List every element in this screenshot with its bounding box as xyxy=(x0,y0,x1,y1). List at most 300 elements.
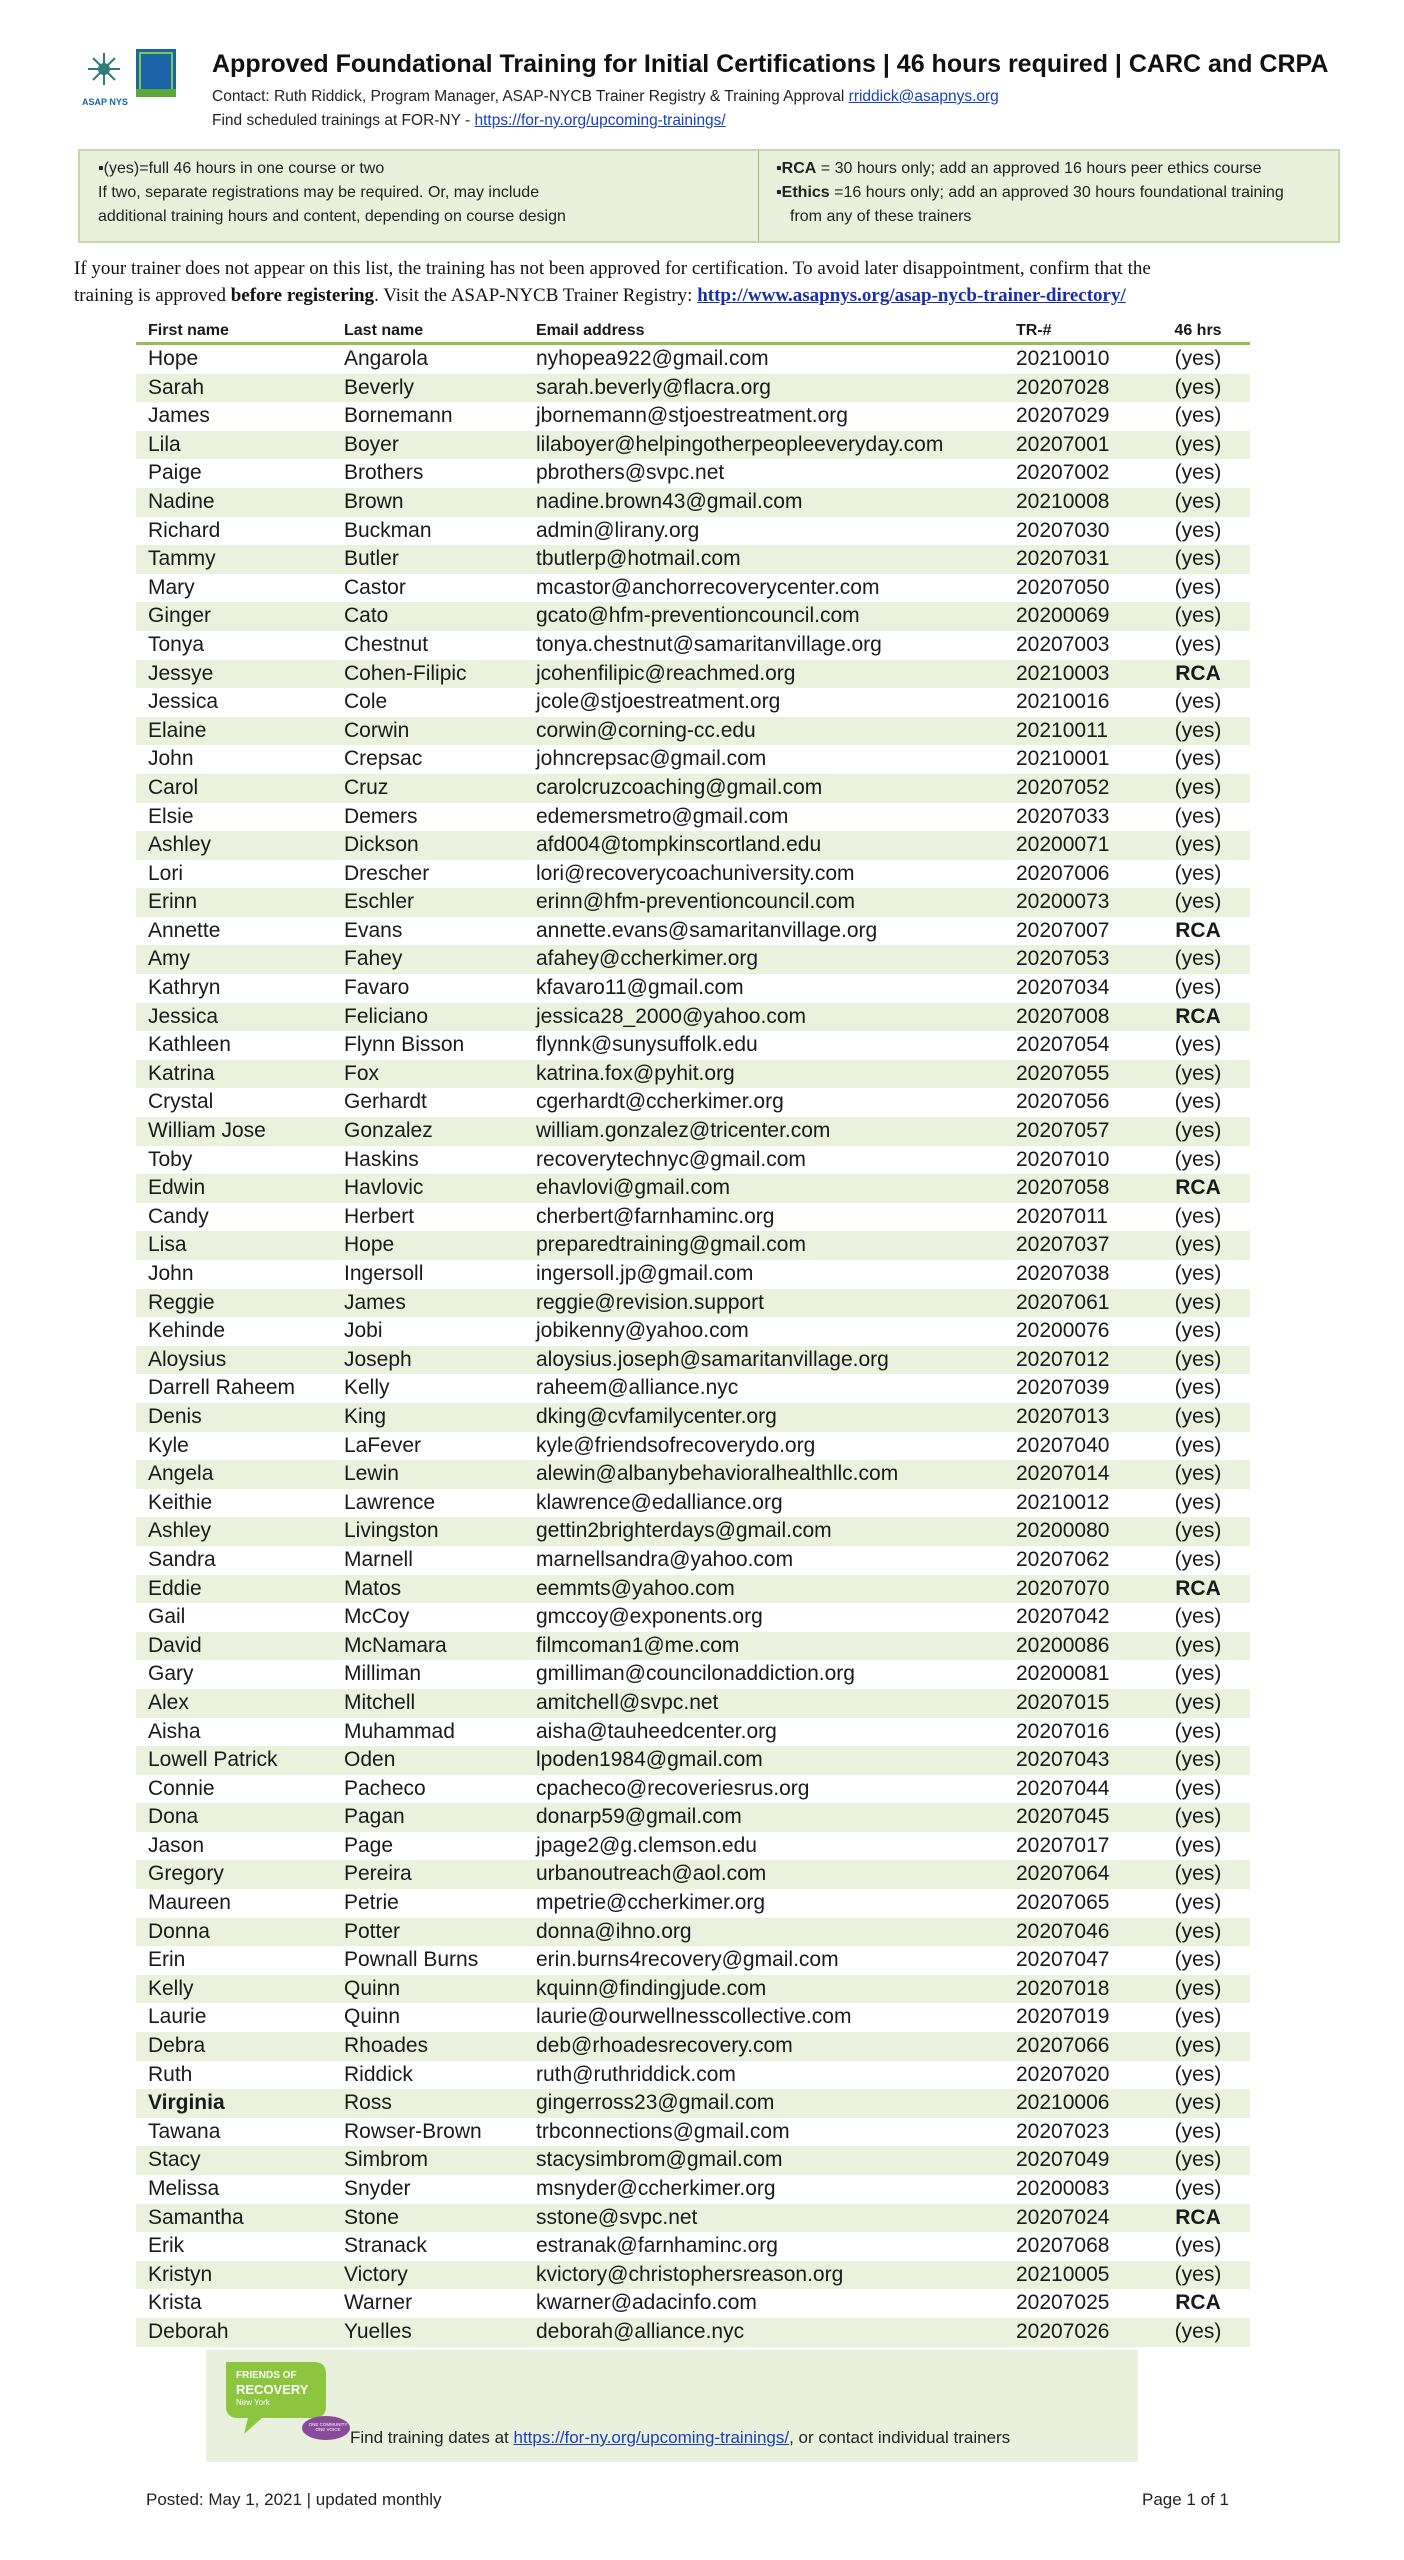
cell-last: Havlovic xyxy=(344,1176,424,1200)
warning-pre: training is approved xyxy=(74,285,231,306)
cell-tr: 20207068 xyxy=(1016,2234,1110,2258)
table-row xyxy=(136,2204,1250,2233)
cell-tr: 20207062 xyxy=(1016,1547,1110,1571)
friends-of-recovery-logo xyxy=(222,2356,352,2446)
cell-last: Castor xyxy=(344,575,406,599)
table-row xyxy=(136,917,1250,946)
cell-last: Demers xyxy=(344,804,418,828)
cell-last: James xyxy=(344,1290,406,1314)
table-row xyxy=(136,1575,1250,1604)
cell-hrs: RCA xyxy=(1175,661,1221,685)
cell-last: Chestnut xyxy=(344,632,429,656)
cell-email[interactable]: tonya.chestnut@samaritanvillage.org xyxy=(536,632,882,656)
table-row xyxy=(136,2318,1250,2347)
table-row xyxy=(136,2232,1250,2261)
table-row xyxy=(136,1603,1250,1632)
cell-first: Connie xyxy=(148,1776,215,1800)
cell-email[interactable]: preparedtraining@gmail.com xyxy=(536,1233,806,1257)
cell-hrs: (yes) xyxy=(1174,2119,1222,2143)
trainer-registry-link[interactable]: http://www.asapnys.org/asap-nycb-trainer-directory/ xyxy=(697,285,1126,306)
cell-tr: 20207010 xyxy=(1016,1147,1110,1171)
cell-email[interactable]: aloysius.joseph@samaritanvillage.org xyxy=(536,1347,889,1371)
cell-tr: 20210008 xyxy=(1016,489,1110,513)
cell-last: Ingersoll xyxy=(344,1262,424,1285)
cell-last: McNamara xyxy=(344,1633,447,1657)
find-scheduled-line xyxy=(212,112,726,130)
cell-tr: 20207055 xyxy=(1016,1061,1110,1085)
cell-hrs: (yes) xyxy=(1174,947,1222,971)
cell-email[interactable]: flynnk@sunysuffolk.edu xyxy=(536,1033,758,1057)
table-header xyxy=(136,320,1250,345)
cell-last: Boyer xyxy=(344,432,399,456)
cell-tr: 20207049 xyxy=(1016,2148,1110,2172)
cell-first: Toby xyxy=(148,1147,193,1171)
cell-email[interactable]: kyle@friendsofrecoverydo.org xyxy=(536,1433,816,1457)
cell-email[interactable]: mcastor@anchorrecoverycenter.com xyxy=(536,575,880,599)
cell-hrs: (yes) xyxy=(1174,1662,1222,1686)
cell-first: Ashley xyxy=(148,833,212,857)
cell-last: Marnell xyxy=(344,1547,413,1571)
cell-email[interactable]: lilaboyer@helpingotherpeopleeveryday.com xyxy=(536,432,944,456)
cell-hrs: (yes) xyxy=(1174,747,1222,771)
cell-last: Brothers xyxy=(344,461,424,485)
cell-last: Buckman xyxy=(344,518,432,542)
cell-last: Flynn Bisson xyxy=(344,1033,465,1057)
table-row xyxy=(136,2146,1250,2175)
cell-email[interactable]: johncrepsac@gmail.com xyxy=(536,747,767,771)
cell-email[interactable]: corwin@corning-cc.edu xyxy=(536,718,756,742)
cell-email[interactable]: gcato@hfm-preventioncouncil.com xyxy=(536,604,860,628)
table-row xyxy=(136,574,1250,603)
cell-first: Darrell Raheem xyxy=(148,1376,296,1400)
cell-hrs: (yes) xyxy=(1174,1404,1222,1428)
cell-hrs: (yes) xyxy=(1174,775,1222,799)
cell-first: James xyxy=(148,404,210,428)
table-row xyxy=(136,1146,1250,1175)
cell-last: Fox xyxy=(344,1061,380,1085)
cell-email[interactable]: william.gonzalez@tricenter.com xyxy=(536,1119,831,1143)
cell-hrs: (yes) xyxy=(1174,1519,1222,1543)
cell-first: Kathryn xyxy=(148,976,221,1000)
cell-email[interactable]: erinn@hfm-preventioncouncil.com xyxy=(536,890,855,914)
cell-email[interactable]: aisha@tauheedcenter.org xyxy=(536,1719,777,1743)
table-row xyxy=(136,888,1250,917)
cell-tr: 20210005 xyxy=(1016,2262,1110,2286)
cell-first: Sarah xyxy=(148,375,205,399)
cell-last: Lewin xyxy=(344,1462,399,1486)
legend-rca-label: RCA xyxy=(781,160,817,177)
cell-hrs: (yes) xyxy=(1174,1948,1222,1972)
cell-last: Gerhardt xyxy=(344,1090,427,1114)
cell-email[interactable]: mpetrie@ccherkimer.org xyxy=(536,1891,766,1915)
cell-email[interactable]: msnyder@ccherkimer.org xyxy=(536,2177,776,2200)
cell-email[interactable]: deborah@alliance.nyc xyxy=(536,2319,745,2343)
cell-hrs: (yes) xyxy=(1174,375,1222,399)
logo-text: ASAP NYS xyxy=(82,97,128,107)
trainer-table xyxy=(136,320,1250,2347)
cell-hrs: (yes) xyxy=(1174,432,1222,456)
cell-email[interactable]: laurie@ourwellnesscollective.com xyxy=(536,2005,852,2029)
cell-email[interactable]: jpage2@g.clemson.edu xyxy=(536,1833,757,1857)
cell-last: Snyder xyxy=(344,2177,411,2200)
cell-first: William Jose xyxy=(148,1119,266,1143)
cell-last: Dickson xyxy=(344,833,419,857)
cell-last: Drescher xyxy=(344,861,430,885)
cell-first: Kelly xyxy=(148,1976,194,2000)
cell-tr: 20207020 xyxy=(1016,2062,1110,2086)
cell-last: King xyxy=(344,1404,387,1428)
footer-for-ny-link[interactable]: https://for-ny.org/upcoming-trainings/ xyxy=(513,2428,790,2447)
find-prefix: Find scheduled trainings at FOR-NY - xyxy=(212,112,475,129)
cell-hrs: (yes) xyxy=(1174,1433,1222,1457)
cell-hrs: (yes) xyxy=(1174,2091,1222,2115)
legend-yes-line: ▪(yes)=full 46 hours in one course or two xyxy=(98,160,385,177)
asap-logo xyxy=(82,45,182,111)
cell-first: Donna xyxy=(148,1919,210,1943)
cell-hrs: (yes) xyxy=(1174,575,1222,599)
cell-hrs: (yes) xyxy=(1174,604,1222,628)
cell-tr: 20207006 xyxy=(1016,861,1110,885)
cell-email[interactable]: gettin2brighterdays@gmail.com xyxy=(536,1519,832,1543)
cell-tr: 20207012 xyxy=(1016,1347,1110,1371)
cell-email[interactable]: marnellsandra@yahoo.com xyxy=(536,1547,794,1571)
cell-tr: 20207025 xyxy=(1016,2291,1110,2315)
contact-email-link[interactable]: rriddick@asapnys.org xyxy=(848,88,999,105)
cell-tr: 20200073 xyxy=(1016,890,1110,914)
cell-first: Kathleen xyxy=(148,1033,231,1057)
cell-tr: 20200086 xyxy=(1016,1633,1110,1657)
table-row xyxy=(136,1803,1250,1832)
cell-hrs: (yes) xyxy=(1174,2262,1222,2286)
cell-last: Lawrence xyxy=(344,1490,436,1514)
cell-email[interactable]: gmccoy@exponents.org xyxy=(536,1605,763,1629)
table-row xyxy=(136,2175,1250,2204)
cell-tr: 20210011 xyxy=(1016,718,1108,742)
table-row xyxy=(136,1832,1250,1861)
cell-last: Bornemann xyxy=(344,404,453,428)
cell-email[interactable]: sarah.beverly@flacra.org xyxy=(536,375,771,399)
table-row xyxy=(136,431,1250,460)
cell-email[interactable]: jbornemann@stjoestreatment.org xyxy=(536,404,848,428)
cell-last: McCoy xyxy=(344,1605,410,1629)
cell-first: Gail xyxy=(148,1605,186,1629)
cell-hrs: (yes) xyxy=(1174,632,1222,656)
cell-email[interactable]: amitchell@svpc.net xyxy=(536,1690,719,1714)
cell-email[interactable]: kquinn@findingjude.com xyxy=(536,1976,767,2000)
cell-hrs: (yes) xyxy=(1174,2062,1222,2086)
cell-last: Favaro xyxy=(344,976,410,1000)
table-row xyxy=(136,1660,1250,1689)
table-row xyxy=(136,1374,1250,1403)
cell-first: Candy xyxy=(148,1204,209,1228)
table-row xyxy=(136,1003,1250,1032)
table-row xyxy=(136,374,1250,403)
cell-email[interactable]: jcohenfilipic@reachmed.org xyxy=(536,661,796,685)
table-row xyxy=(136,717,1250,746)
cell-hrs: (yes) xyxy=(1174,2177,1222,2200)
cell-email[interactable]: recoverytechnyc@gmail.com xyxy=(536,1147,806,1171)
cell-tr: 20207042 xyxy=(1016,1605,1110,1629)
cell-email[interactable]: nyhopea922@gmail.com xyxy=(536,347,769,370)
cell-first: Denis xyxy=(148,1404,202,1428)
table-row xyxy=(136,1975,1250,2004)
table-row xyxy=(136,660,1250,689)
cell-first: Lori xyxy=(148,861,184,885)
cell-hrs: (yes) xyxy=(1174,1204,1222,1228)
cell-tr: 20207056 xyxy=(1016,1090,1110,1114)
cell-hrs: (yes) xyxy=(1174,1805,1222,1829)
cell-first: Jason xyxy=(148,1833,205,1857)
table-row xyxy=(136,1203,1250,1232)
cell-tr: 20207030 xyxy=(1016,518,1110,542)
cell-hrs: (yes) xyxy=(1174,1605,1222,1629)
cell-hrs: (yes) xyxy=(1174,1547,1222,1571)
cell-first: Aloysius xyxy=(148,1347,227,1371)
cell-hrs: RCA xyxy=(1175,1004,1221,1028)
cell-last: Cruz xyxy=(344,775,389,799)
cell-email[interactable]: gmilliman@councilonaddiction.org xyxy=(536,1662,855,1686)
table-row xyxy=(136,745,1250,774)
cell-first: David xyxy=(148,1633,202,1657)
cell-last: Eschler xyxy=(344,890,415,914)
cell-hrs: RCA xyxy=(1175,918,1221,942)
cell-email[interactable]: annette.evans@samaritanvillage.org xyxy=(536,918,878,942)
cell-hrs: (yes) xyxy=(1174,1319,1222,1343)
cell-first: Elaine xyxy=(148,718,207,742)
contact-line xyxy=(212,88,999,106)
cell-hrs: (yes) xyxy=(1174,2034,1222,2058)
cell-email[interactable]: donarp59@gmail.com xyxy=(536,1805,742,1829)
cell-email[interactable]: deb@rhoadesrecovery.com xyxy=(536,2034,793,2058)
cell-email[interactable]: urbanoutreach@aol.com xyxy=(536,1862,767,1886)
table-row xyxy=(136,2089,1250,2118)
cell-last: Riddick xyxy=(344,2062,413,2086)
cell-email[interactable]: kfavaro11@gmail.com xyxy=(536,976,744,1000)
table-row xyxy=(136,1889,1250,1918)
cell-hrs: (yes) xyxy=(1174,404,1222,428)
cell-email[interactable]: carolcruzcoaching@gmail.com xyxy=(536,775,823,799)
cell-hrs: (yes) xyxy=(1174,1919,1222,1943)
col-tr-number: TR-# xyxy=(1016,322,1052,339)
cell-tr: 20200071 xyxy=(1016,833,1110,857)
col-first-name: First name xyxy=(148,322,229,339)
cell-first: Amy xyxy=(148,947,190,971)
cell-email[interactable]: cpacheco@recoveriesrus.org xyxy=(536,1776,810,1800)
cell-last: LaFever xyxy=(344,1433,422,1457)
cell-tr: 20207065 xyxy=(1016,1891,1110,1915)
cell-tr: 20207028 xyxy=(1016,375,1110,399)
cell-email[interactable]: donna@ihno.org xyxy=(536,1919,692,1943)
cell-email[interactable]: ruth@ruthriddick.com xyxy=(536,2062,736,2086)
cell-email[interactable]: ehavlovi@gmail.com xyxy=(536,1176,731,1200)
footer-find-line xyxy=(350,2428,1010,2448)
cell-email[interactable]: nadine.brown43@gmail.com xyxy=(536,489,803,513)
cell-hrs: (yes) xyxy=(1174,1147,1222,1171)
table-row xyxy=(136,1260,1250,1289)
cell-last: Rowser-Brown xyxy=(344,2119,482,2143)
cell-tr: 20207039 xyxy=(1016,1376,1110,1400)
cell-last: Butler xyxy=(344,547,399,571)
cell-first: Jessye xyxy=(148,661,214,685)
for-ny-link[interactable]: https://for-ny.org/upcoming-trainings/ xyxy=(474,112,726,129)
cell-tr: 20207023 xyxy=(1016,2119,1110,2143)
table-row xyxy=(136,1346,1250,1375)
cell-email[interactable]: edemersmetro@gmail.com xyxy=(536,804,789,828)
cell-email[interactable]: raheem@alliance.nyc xyxy=(536,1376,739,1400)
table-row xyxy=(136,517,1250,546)
cell-email[interactable]: erin.burns4recovery@gmail.com xyxy=(536,1948,839,1972)
legend-ethics-label: Ethics xyxy=(781,184,830,201)
table-row xyxy=(136,402,1250,431)
cell-tr: 20207053 xyxy=(1016,947,1110,971)
cell-email[interactable]: kvictory@christophersreason.org xyxy=(536,2262,844,2286)
cell-tr: 20207019 xyxy=(1016,2005,1110,2029)
table-row xyxy=(136,1860,1250,1889)
cell-tr: 20207064 xyxy=(1016,1862,1110,1886)
cell-email[interactable]: jessica28_2000@yahoo.com xyxy=(536,1004,806,1028)
badge-sub: New York xyxy=(236,2398,270,2407)
cell-email[interactable]: dking@cvfamilycenter.org xyxy=(536,1404,777,1428)
table-row xyxy=(136,631,1250,660)
badge-line2: RECOVERY xyxy=(236,2382,309,2397)
cell-tr: 20207043 xyxy=(1016,1748,1110,1772)
cell-tr: 20200081 xyxy=(1016,1662,1110,1686)
table-row xyxy=(136,1432,1250,1461)
cell-first: Alex xyxy=(148,1690,189,1714)
cell-email[interactable]: kwarner@adacinfo.com xyxy=(536,2291,757,2315)
cell-last: Oden xyxy=(344,1748,396,1772)
cell-email[interactable]: cherbert@farnhaminc.org xyxy=(536,1204,775,1228)
cell-tr: 20210016 xyxy=(1016,690,1110,714)
table-row xyxy=(136,1775,1250,1804)
table-row xyxy=(136,1460,1250,1489)
cell-last: Feliciano xyxy=(344,1004,429,1028)
cell-email[interactable]: sstone@svpc.net xyxy=(536,2205,698,2229)
cell-last: Fahey xyxy=(344,947,403,971)
cell-tr: 20210003 xyxy=(1016,661,1110,685)
page-title: Approved Foundational Training for Initial Certifications | 46 hours required | CARC and CRPA xyxy=(212,50,1329,78)
cell-email[interactable]: eemmts@yahoo.com xyxy=(536,1576,735,1600)
cell-tr: 20207007 xyxy=(1016,918,1110,942)
cell-email[interactable]: afd004@tompkinscortland.edu xyxy=(536,833,822,857)
cell-first: Keithie xyxy=(148,1490,213,1514)
cell-email[interactable]: katrina.fox@pyhit.org xyxy=(536,1061,735,1085)
cell-tr: 20207045 xyxy=(1016,1805,1110,1829)
table-row xyxy=(136,545,1250,574)
cell-last: Jobi xyxy=(344,1319,383,1343)
cell-first: Aisha xyxy=(148,1719,201,1743)
cell-hrs: (yes) xyxy=(1174,804,1222,828)
table-row xyxy=(136,1088,1250,1117)
cell-first: Eddie xyxy=(148,1576,202,1600)
warning-line1: If your trainer does not appear on this list, the training has not been approved for certification. To avoid later disappointment, confirm that the xyxy=(74,258,1151,279)
cell-first: Gregory xyxy=(148,1862,224,1886)
cell-last: Brown xyxy=(344,489,404,513)
cell-last: Hope xyxy=(344,1233,395,1257)
cell-email[interactable]: filmcoman1@me.com xyxy=(536,1633,740,1657)
cell-first: Tammy xyxy=(148,547,216,571)
col-email: Email address xyxy=(536,322,645,339)
cell-email[interactable]: reggie@revision.support xyxy=(536,1290,764,1314)
cell-first: Samantha xyxy=(148,2205,244,2229)
legend-ethics-text: =16 hours only; add an approved 30 hours foundational training xyxy=(829,184,1284,201)
cell-tr: 20207040 xyxy=(1016,1433,1110,1457)
cell-email[interactable]: stacysimbrom@gmail.com xyxy=(536,2148,783,2172)
cell-hrs: (yes) xyxy=(1174,2148,1222,2172)
cell-hrs: RCA xyxy=(1175,2205,1221,2229)
cell-email[interactable]: klawrence@edalliance.org xyxy=(536,1490,783,1514)
table-body xyxy=(136,345,1250,2347)
table-row xyxy=(136,1403,1250,1432)
table-row xyxy=(136,1060,1250,1089)
cell-email[interactable]: lori@recoverycoachuniversity.com xyxy=(536,861,855,885)
cell-email[interactable]: gingerross23@gmail.com xyxy=(536,2091,775,2115)
cell-hrs: (yes) xyxy=(1174,461,1222,485)
cell-hrs: (yes) xyxy=(1174,1490,1222,1514)
cell-email[interactable]: admin@lirany.org xyxy=(536,518,700,542)
cell-first: Kyle xyxy=(148,1433,189,1457)
cell-email[interactable]: ingersoll.jp@gmail.com xyxy=(536,1262,754,1285)
cell-last: Petrie xyxy=(344,1891,399,1915)
cell-last: Stranack xyxy=(344,2234,427,2258)
cell-last: Kelly xyxy=(344,1376,390,1400)
cell-tr: 20207013 xyxy=(1016,1404,1110,1428)
legend-left xyxy=(98,157,738,229)
cell-first: Debra xyxy=(148,2034,206,2058)
cell-email[interactable]: jcole@stjoestreatment.org xyxy=(536,690,781,714)
table-row xyxy=(136,1632,1250,1661)
cell-last: Yuelles xyxy=(344,2319,412,2343)
cell-last: Pacheco xyxy=(344,1776,426,1800)
cell-first: Jessica xyxy=(148,690,219,714)
cell-email[interactable]: estranak@farnhaminc.org xyxy=(536,2234,778,2258)
cell-email[interactable]: cgerhardt@ccherkimer.org xyxy=(536,1090,784,1114)
cell-tr: 20207015 xyxy=(1016,1690,1110,1714)
cell-hrs: (yes) xyxy=(1174,1748,1222,1772)
cell-tr: 20207018 xyxy=(1016,1976,1110,2000)
table-row xyxy=(136,774,1250,803)
cell-first: Annette xyxy=(148,918,221,942)
legend-rca-text: = 30 hours only; add an approved 16 hours peer ethics course xyxy=(816,160,1262,177)
table-row xyxy=(136,1517,1250,1546)
cell-tr: 20207047 xyxy=(1016,1948,1110,1972)
cell-email[interactable]: jobikenny@yahoo.com xyxy=(536,1319,749,1343)
legend-ethics-line: ▪Ethics =16 hours only; add an approved 30 hours foundational training xyxy=(776,184,1284,201)
col-46-hrs: 46 hrs xyxy=(1174,322,1222,339)
table-row xyxy=(136,1289,1250,1318)
cell-last: Cole xyxy=(344,690,388,714)
cell-tr: 20207061 xyxy=(1016,1290,1110,1314)
cell-hrs: (yes) xyxy=(1174,547,1222,571)
cell-email[interactable]: trbconnections@gmail.com xyxy=(536,2119,790,2143)
cell-email[interactable]: lpoden1984@gmail.com xyxy=(536,1748,763,1772)
cell-last: Mitchell xyxy=(344,1690,416,1714)
cell-last: Crepsac xyxy=(344,747,423,771)
table-row xyxy=(136,1718,1250,1747)
cell-last: Beverly xyxy=(344,375,415,399)
cell-email[interactable]: alewin@albanybehavioralhealthllc.com xyxy=(536,1462,899,1486)
cell-email[interactable]: pbrothers@svpc.net xyxy=(536,461,725,485)
posted-date: Posted: May 1, 2021 | updated monthly xyxy=(146,2490,442,2509)
cell-tr: 20207016 xyxy=(1016,1719,1110,1743)
cell-first: John xyxy=(148,747,194,771)
cell-last: Muhammad xyxy=(344,1719,455,1743)
cell-email[interactable]: tbutlerp@hotmail.com xyxy=(536,547,741,571)
table-row xyxy=(136,1489,1250,1518)
cell-hrs: (yes) xyxy=(1174,1891,1222,1915)
cell-hrs: (yes) xyxy=(1174,1262,1222,1285)
cell-email[interactable]: afahey@ccherkimer.org xyxy=(536,947,759,971)
